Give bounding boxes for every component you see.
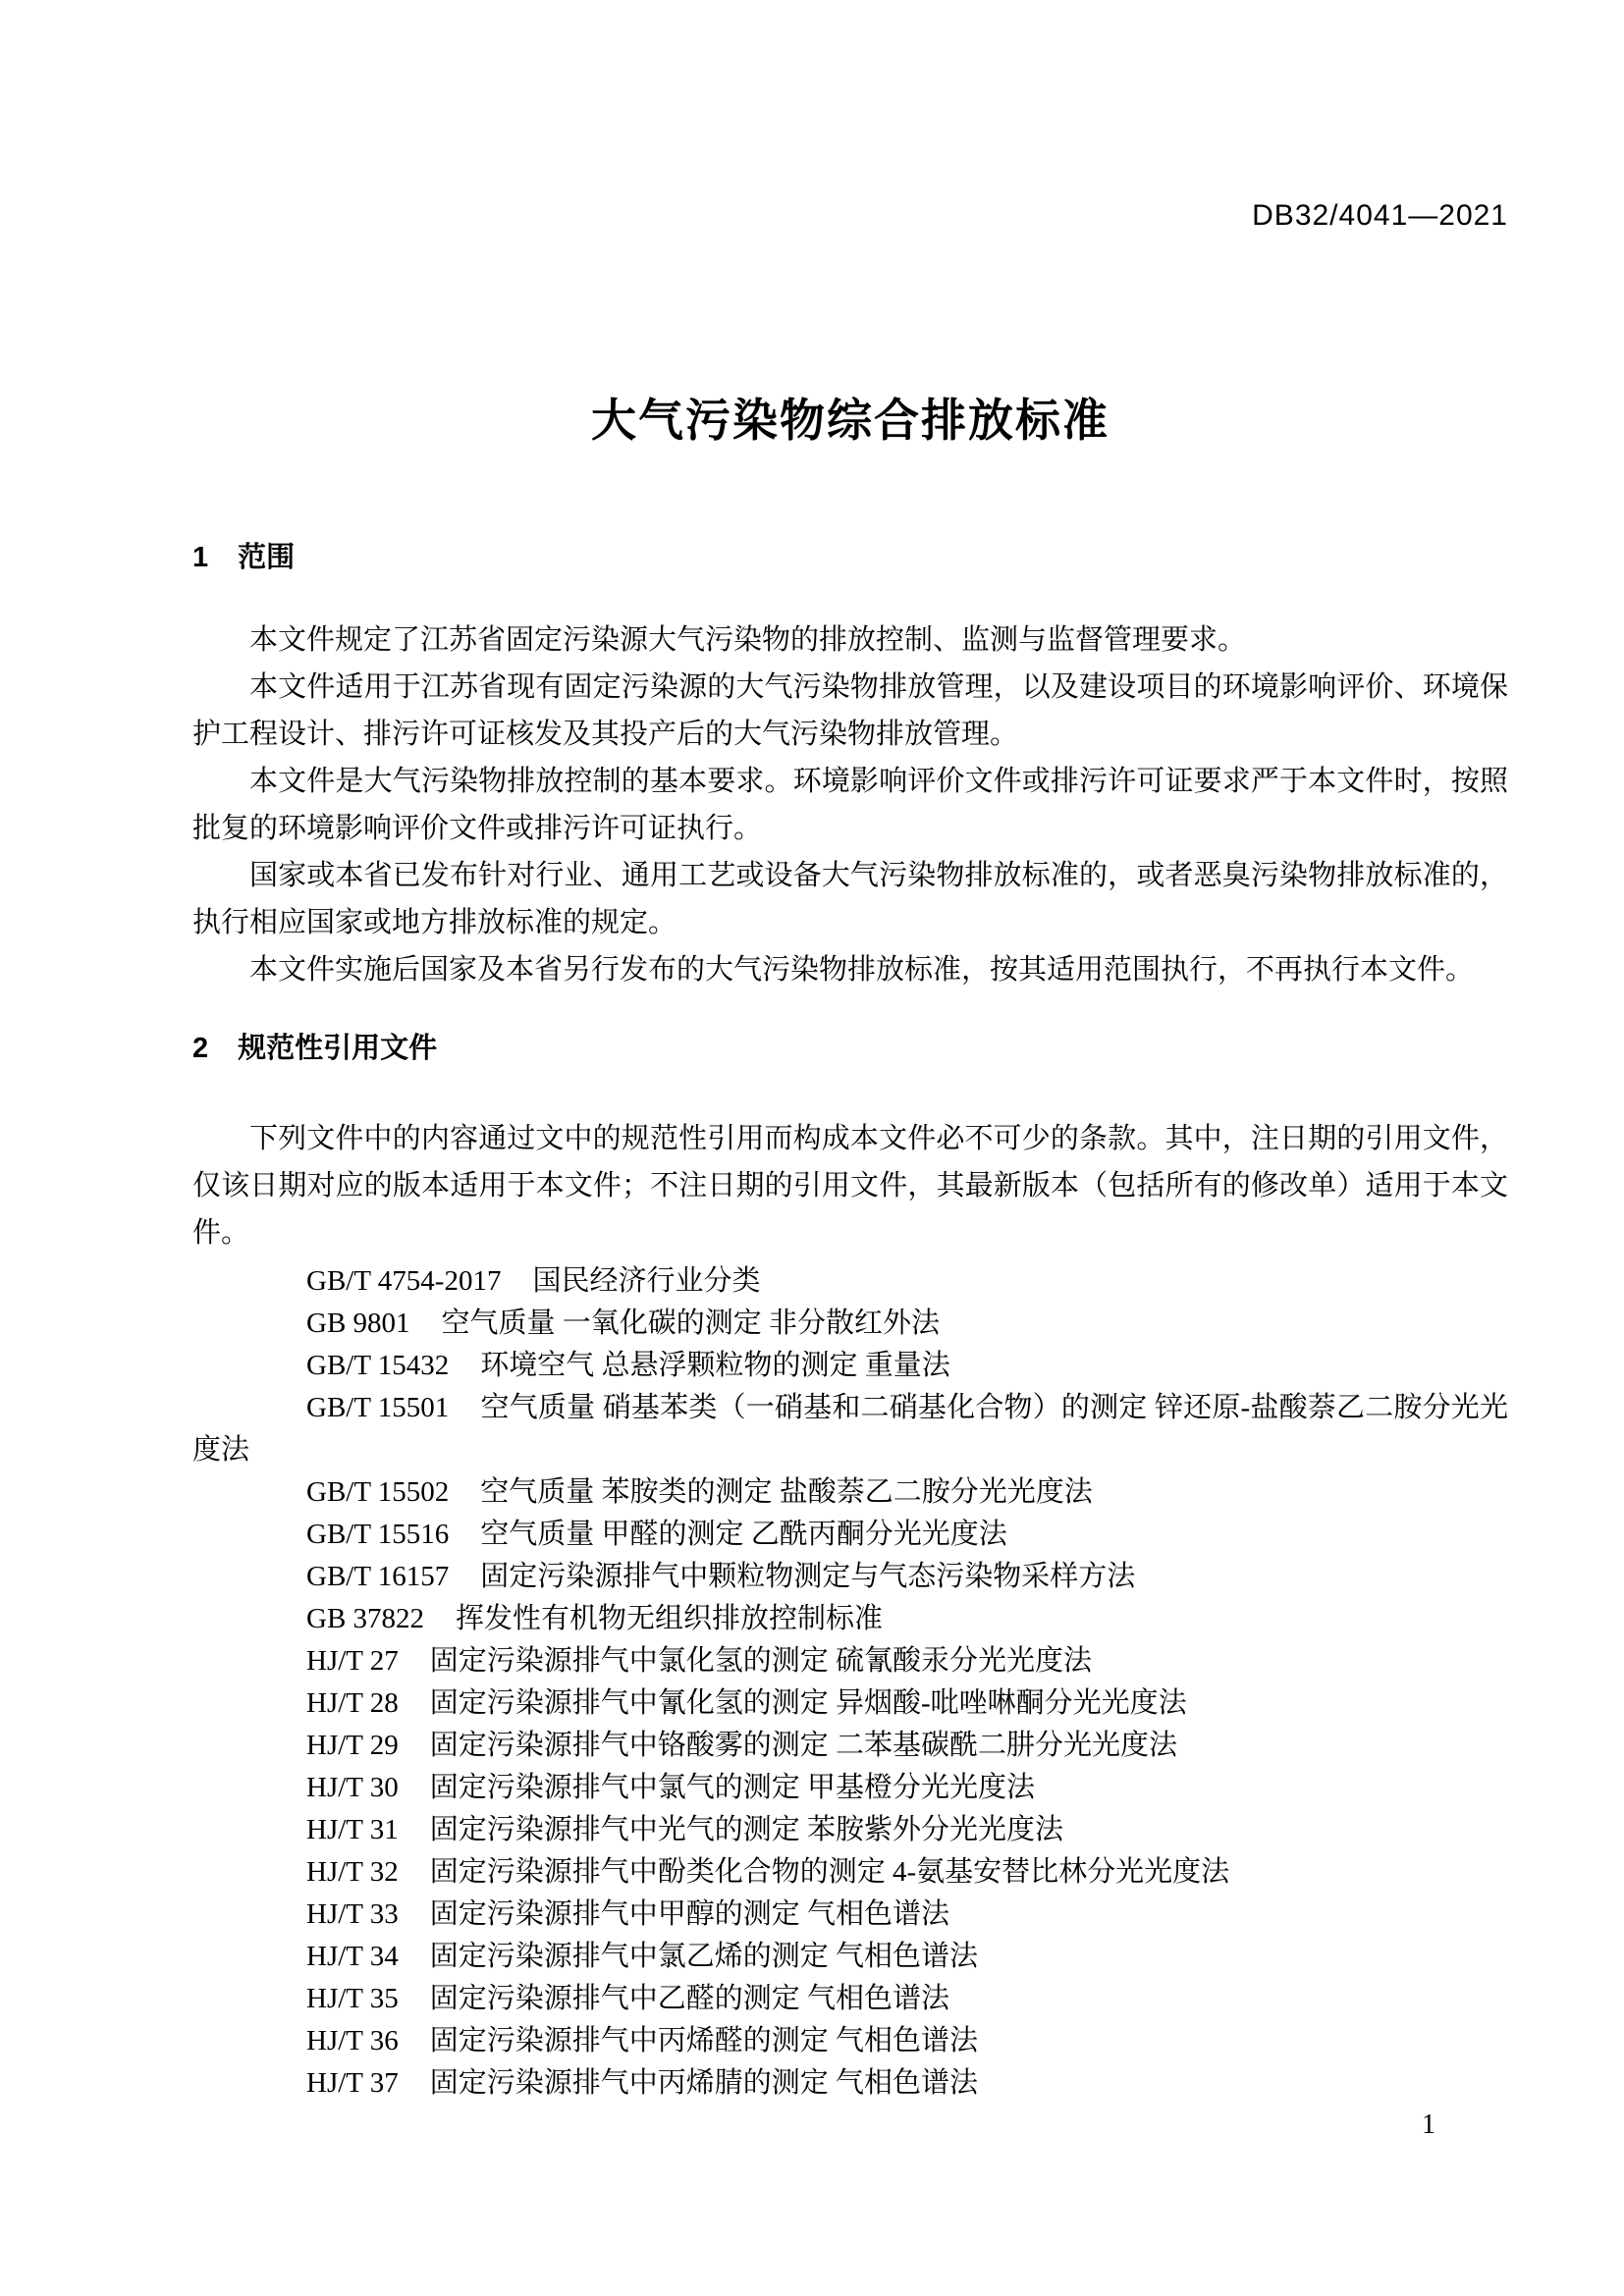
- reference-title: 空气质量 苯胺类的测定 盐酸萘乙二胺分光光度法: [480, 1476, 1093, 1508]
- reference-item: [192, 1345, 1508, 1387]
- reference-code: HJ/T 32: [306, 1856, 399, 1888]
- reference-title: 固定污染源排气中光气的测定 苯胺紫外分光光度法: [429, 1814, 1063, 1845]
- reference-item: [192, 1978, 1508, 2020]
- paragraph: 本文件是大气污染物排放控制的基本要求。环境影响评价文件或排污许可证要求严于本文件时，按照批复的环境影响评价文件或排污许可证执行。: [192, 766, 1508, 844]
- reference-title: 挥发性有机物无组织排放控制标准: [456, 1603, 884, 1634]
- reference-code: HJ/T 29: [306, 1730, 399, 1761]
- reference-item: [192, 2062, 1508, 2105]
- paragraph: 本文件规定了江苏省固定污染源大气污染物的排放控制、监测与监督管理要求。: [249, 624, 1247, 656]
- page-content: [192, 0, 1508, 2105]
- reference-item: [192, 1303, 1508, 1345]
- section-title: 范围: [238, 542, 296, 573]
- reference-code: GB 37822: [306, 1603, 425, 1634]
- reference-item: [192, 1809, 1508, 1851]
- reference-code: HJ/T 28: [306, 1687, 399, 1719]
- reference-code: GB/T 15432: [306, 1350, 450, 1381]
- reference-code: HJ/T 30: [306, 1772, 399, 1803]
- reference-code: HJ/T 35: [306, 1983, 399, 2014]
- reference-code: HJ/T 27: [306, 1645, 399, 1677]
- standard-number: DB32/4041—2021: [1252, 199, 1508, 232]
- reference-code: GB/T 15502: [306, 1476, 450, 1508]
- paragraph: 本文件实施后国家及本省另行发布的大气污染物排放标准，按其适用范围执行，不再执行本文件。: [249, 954, 1475, 986]
- reference-title: 空气质量 一氧化碳的测定 非分散红外法: [441, 1308, 941, 1339]
- reference-item: [192, 1387, 1508, 1471]
- reference-code: HJ/T 31: [306, 1814, 399, 1845]
- reference-item: [192, 1682, 1508, 1725]
- reference-code: GB/T 16157: [306, 1561, 450, 1592]
- scope-paragraphs: [192, 616, 1508, 993]
- reference-title: 固定污染源排气中甲醇的测定 气相色谱法: [429, 1898, 949, 1930]
- reference-title: 环境空气 总悬浮颗粒物的测定 重量法: [480, 1350, 950, 1381]
- document-title: 大气污染物综合排放标准: [591, 395, 1110, 446]
- reference-item: [192, 1556, 1508, 1598]
- reference-title: 空气质量 甲醛的测定 乙酰丙酮分光光度法: [480, 1519, 1007, 1550]
- reference-item: [192, 1598, 1508, 1640]
- references-list: [192, 1260, 1508, 2105]
- reference-item: [192, 1725, 1508, 1767]
- section-heading-references: [192, 1029, 1508, 1068]
- reference-code: HJ/T 36: [306, 2025, 399, 2056]
- reference-item: [192, 2020, 1508, 2062]
- references-intro: [192, 1115, 1508, 1256]
- section-heading-scope: [192, 538, 1508, 577]
- section-title: 规范性引用文件: [238, 1033, 438, 1064]
- reference-title: 空气质量 硝基苯类（一硝基和二硝基化合物）的测定 锌还原-盐酸萘乙二胺分光光度法: [192, 1392, 1508, 1466]
- reference-title: 固定污染源排气中颗粒物测定与气态污染物采样方法: [480, 1561, 1136, 1592]
- reference-title: 固定污染源排气中丙烯醛的测定 气相色谱法: [429, 2025, 978, 2056]
- reference-code: HJ/T 33: [306, 1898, 399, 1930]
- paragraph: 下列文件中的内容通过文中的规范性引用而构成本文件必不可少的条款。其中，注日期的引用文件，仅该日期对应的版本适用于本文件；不注日期的引用文件，其最新版本（包括所有的修改单）适用于本文件。: [192, 1123, 1508, 1249]
- section-number: 2: [192, 1033, 209, 1064]
- page-number: 1: [1422, 2109, 1435, 2140]
- paragraph: 本文件适用于江苏省现有固定污染源的大气污染物排放管理，以及建设项目的环境影响评价、环境保护工程设计、排污许可证核发及其投产后的大气污染物排放管理。: [192, 671, 1508, 750]
- reference-title: 固定污染源排气中氯乙烯的测定 气相色谱法: [429, 1941, 978, 1972]
- reference-item: [192, 1851, 1508, 1894]
- reference-code: GB/T 4754-2017: [306, 1265, 502, 1297]
- reference-title: 固定污染源排气中乙醛的测定 气相色谱法: [429, 1983, 949, 2014]
- reference-item: [192, 1936, 1508, 1978]
- reference-title: 固定污染源排气中氯化氢的测定 硫氰酸汞分光光度法: [429, 1645, 1092, 1677]
- reference-title: 固定污染源排气中铬酸雾的测定 二苯基碳酰二肼分光光度法: [429, 1730, 1177, 1761]
- reference-title: 固定污染源排气中氰化氢的测定 异烟酸-吡唑啉酮分光光度法: [429, 1687, 1187, 1719]
- section-number: 1: [192, 542, 209, 573]
- reference-code: HJ/T 37: [306, 2067, 399, 2099]
- reference-code: GB/T 15516: [306, 1519, 450, 1550]
- reference-code: HJ/T 34: [306, 1941, 399, 1972]
- reference-item: [192, 1767, 1508, 1809]
- reference-item: [192, 1640, 1508, 1682]
- reference-item: [192, 1260, 1508, 1303]
- reference-code: GB/T 15501: [306, 1392, 450, 1423]
- reference-title: 固定污染源排气中氯气的测定 甲基橙分光光度法: [429, 1772, 1035, 1803]
- reference-code: GB 9801: [306, 1308, 410, 1339]
- reference-item: [192, 1894, 1508, 1936]
- reference-title: 国民经济行业分类: [532, 1265, 761, 1297]
- reference-title: 固定污染源排气中酚类化合物的测定 4-氨基安替比林分光光度法: [429, 1856, 1230, 1888]
- reference-item: [192, 1514, 1508, 1556]
- reference-item: [192, 1471, 1508, 1514]
- paragraph: 国家或本省已发布针对行业、通用工艺或设备大气污染物排放标准的，或者恶臭污染物排放标准的，执行相应国家或地方排放标准的规定。: [192, 860, 1508, 938]
- reference-title: 固定污染源排气中丙烯腈的测定 气相色谱法: [429, 2067, 978, 2099]
